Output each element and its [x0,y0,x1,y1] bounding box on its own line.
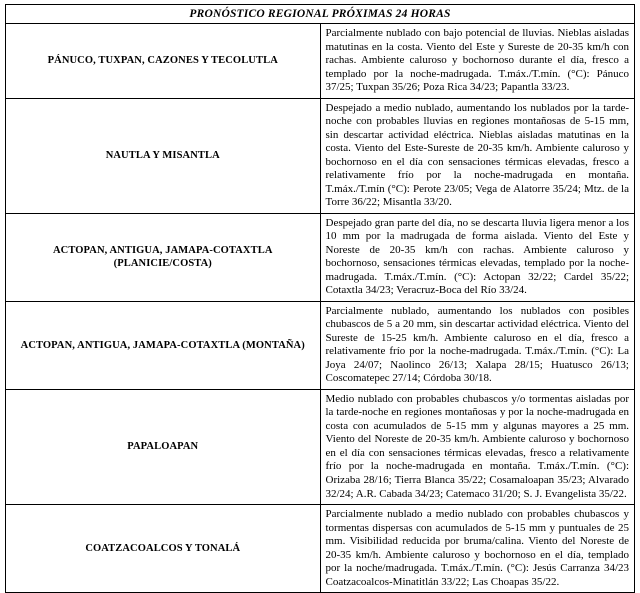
table-row [6,24,635,99]
region-name: PÁNUCO, TUXPAN, CAZONES Y TECOLUTLA [6,24,321,99]
table-row [6,213,635,301]
forecast-table [5,4,635,593]
region-name: NAUTLA Y MISANTLA [6,98,321,213]
document-title: PRONÓSTICO REGIONAL PRÓXIMAS 24 HORAS [6,5,635,24]
region-name: ACTOPAN, ANTIGUA, JAMAPA-COTAXTLA (MONTAÑA) [6,301,321,389]
region-name: ACTOPAN, ANTIGUA, JAMAPA-COTAXTLA (PLANICIE/COSTA) [6,213,321,301]
region-forecast-text: Medio nublado con probables chubascos y/o tormentas aisladas por la tarde-noche en regiones montañosas y por la noche-madrugada en costa con acumulados de 5-15 mm y algunas mayores a 25 mm. Viento del Noreste de 20-35 km/h. Ambiente caluroso y bochornoso en el día con sensaciones térmicas elevadas, fresco a relativamente frío por la noche-madrugada en montaña. T.máx./T.mín. (°C): Orizaba 28/16; Tierra Blanca 35/22; Cosamaloapan 35/23; Alvarado 32/24; A.R. Cabada 34/23; Catemaco 31/20; S. J. Evangelista 35/22. [320,389,635,504]
table-row [6,389,635,504]
table-row [6,98,635,213]
table-row [6,505,635,593]
region-forecast-text: Parcialmente nublado a medio nublado con probables chubascos y tormentas dispersas con acumulados de 5-15 mm y puntuales de 25 mm. Visibilidad reducida por bruma/calina. Viento del Noreste de 20-35 km/h. Ambiente caluroso y bochornoso en el día, templado por la noche/madrugada. T.máx./T.mín. (°C): Jesús Carranza 34/23 Coatzacoalcos-Minatitlán 33/22; Las Choapas 35/22. [320,505,635,593]
region-forecast-text: Parcialmente nublado con bajo potencial de lluvias. Nieblas aisladas matutinas en la costa. Viento del Este y Sureste de 20-35 km/h con rachas. Ambiente caluroso y bochornoso durante el día, fresco a templado por la noche-madrugada. T.máx./T.mín. (°C): Pánuco 37/25; Tuxpan 35/26; Poza Rica 34/23; Papantla 33/23. [320,24,635,99]
region-name: PAPALOAPAN [6,389,321,504]
table-title-row [6,5,635,24]
table-row [6,301,635,389]
region-forecast-text: Despejado gran parte del día, no se descarta lluvia ligera menor a los 10 mm por la madrugada de forma aislada. Viento del Este y Noreste de 20-35 km/h con rachas. Ambiente caluroso y bochornoso, sensaciones térmicas elevadas, templado por la noche-madrugada. T.máx./T.mín. (°C): Actopan 32/22; Cardel 35/22; Cotaxtla 34/23; Veracruz-Boca del Río 33/24. [320,213,635,301]
region-name: COATZACOALCOS Y TONALÁ [6,505,321,593]
region-forecast-text: Despejado a medio nublado, aumentando los nublados por la tarde-noche con probables lluvias en regiones montañosas de 5-15 mm, sin descartar actividad eléctrica. Nieblas aisladas matutinas en la costa. Viento del Este-Sureste de 20-35 km/h. Ambiente caluroso y bochornoso en el día con sensaciones térmicas elevadas, fresco a relativamente frío por la noche-madrugada en montaña. T.máx./T.mín (°C): Perote 23/05; Vega de Alatorre 35/24; Mtz. de la Torre 36/22; Misantla 33/20. [320,98,635,213]
region-forecast-text: Parcialmente nublado, aumentando los nublados con posibles chubascos de 5 a 20 mm, sin descartar actividad eléctrica. Viento del Sureste de 15-25 km/h. Ambiente caluroso en el día, fresco a relativamente frío por la noche-madrugada. T.máx./T.mín. (°C): La Joya 24/07; Naolinco 26/13; Xalapa 28/15; Huatusco 26/13; Coscomatepec 27/14; Córdoba 30/18. [320,301,635,389]
